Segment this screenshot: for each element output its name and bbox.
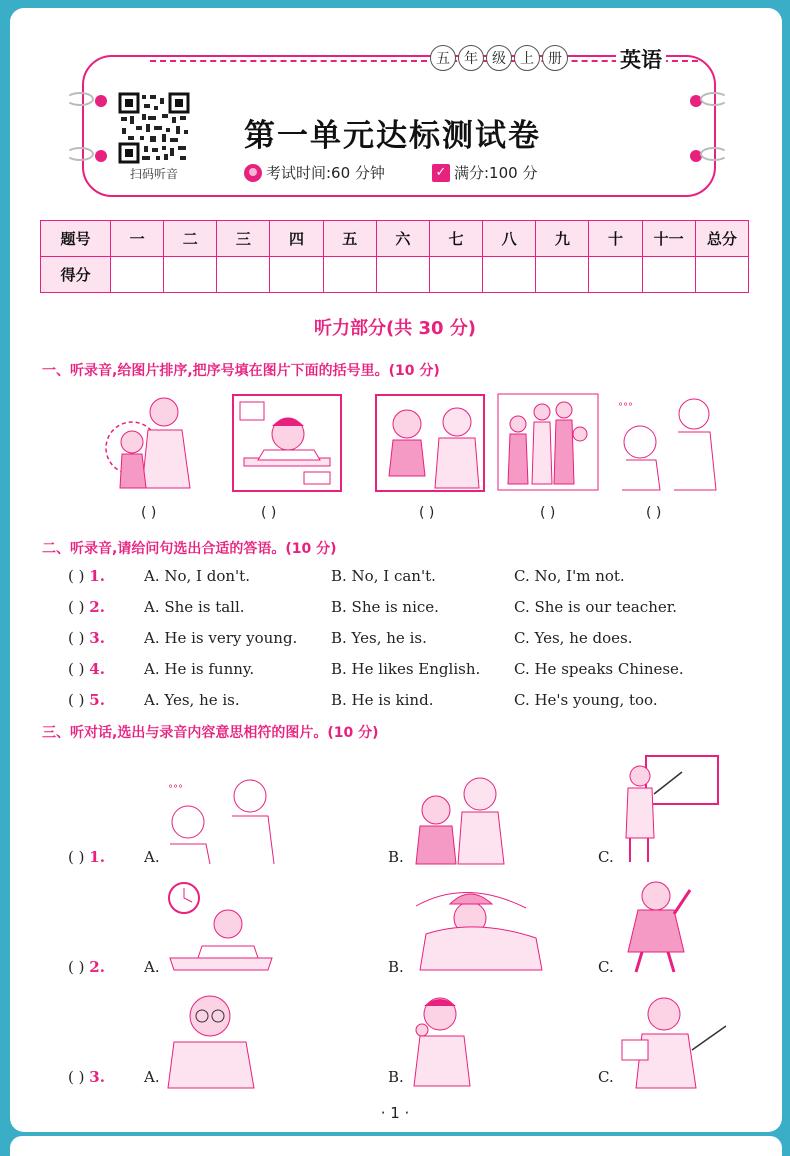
option-a: A. (144, 1068, 160, 1086)
grade-char: 级 (486, 45, 512, 71)
picture-group-of-people (498, 394, 598, 490)
score-cell[interactable] (111, 257, 164, 293)
qr-code-label: 扫码听音 (129, 167, 178, 181)
picture-boy-studying (232, 394, 342, 492)
table-cell: 得分 (41, 257, 111, 293)
answer-parentheses[interactable]: ( ) (419, 505, 435, 521)
question-2-heading: 二、听录音,请给问句选出合适的答语。(10 分) (42, 541, 337, 557)
picture-two-boys-talking (612, 390, 718, 490)
table-cell: 七 (429, 221, 482, 257)
score-cell[interactable] (536, 257, 589, 293)
answer-parentheses[interactable]: ( ) (68, 598, 85, 616)
answer-parentheses[interactable]: ( ) (68, 958, 85, 976)
option-b: B. Yes, he is. (331, 629, 427, 647)
grade-char: 册 (542, 45, 568, 71)
qr-code-icon[interactable] (118, 92, 190, 164)
score-cell[interactable] (483, 257, 536, 293)
answer-parentheses[interactable]: ( ) (68, 691, 85, 709)
table-cell: 十一 (642, 221, 695, 257)
table-cell: 四 (270, 221, 323, 257)
section-title: 听力部分(共 30 分) (313, 318, 477, 339)
page-number: · 1 · (380, 1104, 410, 1122)
answer-parentheses[interactable]: ( ) (68, 660, 85, 678)
score-cell[interactable] (217, 257, 270, 293)
picture-girl-and-teacher (406, 770, 510, 864)
score-cell[interactable] (164, 257, 217, 293)
option-b: B. (388, 848, 404, 866)
option-b: B. She is nice. (331, 598, 439, 616)
table-cell: 九 (536, 221, 589, 257)
page-title: 第一单元达标测试卷 (244, 118, 541, 154)
picture-teacher-at-board (618, 754, 720, 866)
table-cell: 三 (217, 221, 270, 257)
score-cell[interactable] (376, 257, 429, 293)
item-number: 5. (89, 691, 105, 709)
clock-icon (244, 164, 262, 182)
svg-text:°°°: °°° (168, 784, 183, 795)
option-a: A. Yes, he is. (144, 691, 240, 709)
option-b: B. No, I can't. (331, 567, 436, 585)
option-b: B. He likes English. (331, 660, 481, 678)
table-cell: 总分 (695, 221, 748, 257)
picture-girl-waving (618, 876, 698, 974)
item-number: 2. (89, 958, 105, 976)
question-row (68, 691, 105, 709)
question-row (68, 848, 105, 866)
binder-hook-icon (66, 92, 94, 106)
item-number: 2. (89, 598, 105, 616)
grade-char: 年 (458, 45, 484, 71)
table-cell: 一 (111, 221, 164, 257)
question-row (68, 629, 105, 647)
option-b: B. (388, 958, 404, 976)
item-number: 4. (89, 660, 105, 678)
item-number: 3. (89, 629, 105, 647)
grade-char: 上 (514, 45, 540, 71)
answer-parentheses[interactable]: ( ) (68, 848, 85, 866)
next-page-edge (10, 1136, 782, 1156)
option-c: C. Yes, he does. (514, 629, 633, 647)
picture-girl-reading (162, 880, 276, 974)
grade-char: 五 (430, 45, 456, 71)
score-cell[interactable] (429, 257, 482, 293)
table-cell: 十 (589, 221, 642, 257)
question-row (68, 958, 105, 976)
option-c: C. She is our teacher. (514, 598, 678, 616)
answer-parentheses[interactable]: ( ) (68, 629, 85, 647)
item-number: 1. (89, 848, 105, 866)
option-a: A. He is very young. (144, 629, 298, 647)
option-b: B. He is kind. (331, 691, 434, 709)
picture-man-thinking (404, 990, 476, 1086)
answer-parentheses[interactable]: ( ) (261, 505, 277, 521)
score-cell[interactable] (642, 257, 695, 293)
subject-label: 英语 (616, 44, 666, 74)
option-a: A. (144, 958, 160, 976)
binder-hook-icon (700, 147, 728, 161)
grade-label (430, 45, 568, 71)
full-score-text: 满分:100 分 (454, 164, 538, 182)
table-header-row (41, 221, 749, 257)
picture-two-boys (162, 772, 280, 864)
table-cell: 二 (164, 221, 217, 257)
item-number: 1. (89, 567, 105, 585)
question-row (68, 1068, 105, 1086)
binder-hook-icon (66, 147, 94, 161)
binder-ring-icon (95, 150, 107, 162)
answer-parentheses[interactable]: ( ) (68, 1068, 85, 1086)
score-cell[interactable] (695, 257, 748, 293)
exam-time-text: 考试时间:60 分钟 (266, 164, 385, 182)
picture-mother-daughter (102, 390, 200, 490)
score-cell[interactable] (589, 257, 642, 293)
full-score (432, 162, 537, 183)
picture-girl-and-grandma (375, 394, 485, 492)
picture-boy-sleeping (406, 878, 546, 974)
option-c: C. No, I'm not. (514, 567, 625, 585)
option-a: A. He is funny. (144, 660, 255, 678)
score-cell[interactable] (323, 257, 376, 293)
item-number: 3. (89, 1068, 105, 1086)
option-a: A. No, I don't. (144, 567, 250, 585)
checkmark-icon: ✓ (432, 164, 450, 182)
question-1-heading: 一、听录音,给图片排序,把序号填在图片下面的括号里。(10 分) (42, 363, 440, 379)
option-c: C. (598, 848, 614, 866)
picture-old-man-with-glasses (164, 990, 256, 1088)
table-cell: 五 (323, 221, 376, 257)
option-c: C. He's young, too. (514, 691, 658, 709)
binder-ring-icon (95, 95, 107, 107)
question-3-heading: 三、听对话,选出与录音内容意思相符的图片。(10 分) (42, 725, 379, 741)
question-row (68, 660, 105, 678)
option-c: C. He speaks Chinese. (514, 660, 684, 678)
answer-parentheses[interactable]: ( ) (540, 505, 556, 521)
binder-hook-icon (700, 92, 728, 106)
table-score-row (41, 257, 749, 293)
answer-parentheses[interactable]: ( ) (646, 505, 662, 521)
option-a: A. She is tall. (144, 598, 245, 616)
table-cell: 题号 (41, 221, 111, 257)
score-cell[interactable] (270, 257, 323, 293)
svg-text:°°°: °°° (618, 402, 633, 413)
exam-time (244, 162, 385, 183)
question-row (68, 598, 105, 616)
answer-parentheses[interactable]: ( ) (141, 505, 157, 521)
picture-teacher-with-book (618, 990, 730, 1088)
option-a: A. (144, 848, 160, 866)
question-row (68, 567, 105, 585)
table-cell: 八 (483, 221, 536, 257)
table-cell: 六 (376, 221, 429, 257)
answer-parentheses[interactable]: ( ) (68, 567, 85, 585)
option-c: C. (598, 958, 614, 976)
option-c: C. (598, 1068, 614, 1086)
option-b: B. (388, 1068, 404, 1086)
score-table (40, 220, 749, 293)
